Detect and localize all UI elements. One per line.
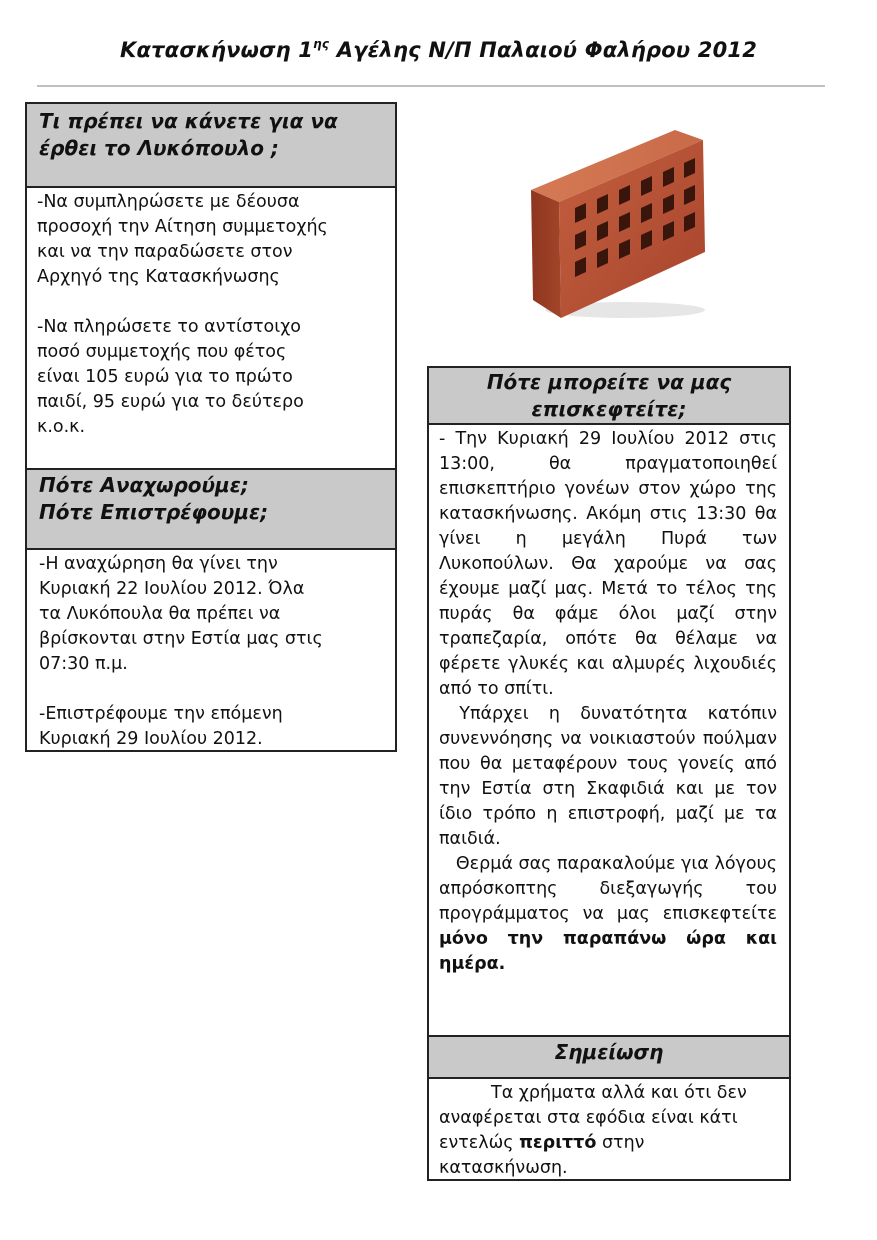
section-body-note bbox=[429, 1079, 789, 1181]
section-heading-what-to-do bbox=[27, 104, 395, 188]
text-line: τα Λυκόπουλα θα πρέπει να bbox=[39, 604, 281, 624]
paragraph-bus-transport: Υπάρχει η δυνατότητα κατόπιν συνεννόησης να νοικιαστούν πούλμαν που θα μεταφέρουν τους γονείς από την Εστία στη Σκαφιδιά και με τον ίδιο τρόπο η επιστροφή, μαζί με τα παιδιά. bbox=[439, 704, 783, 849]
heading-line: επισκεφτείτε; bbox=[531, 397, 687, 421]
request-text: Θερμά σας παρακαλούμε για λόγους απρόσκοπτης διεξαγωγής του προγράμματος να μας επισκεφτείτε bbox=[439, 854, 783, 924]
text-line: Κυριακή 29 Ιουλίου 2012. bbox=[39, 729, 263, 749]
text-line: κ.ο.κ. bbox=[37, 417, 86, 437]
section-heading-note bbox=[429, 1037, 789, 1079]
title-superscript: ης bbox=[313, 37, 330, 51]
section-body-what-to-do bbox=[27, 188, 395, 470]
title-before: Κατασκήνωση 1 bbox=[119, 38, 314, 62]
note-text: Τα χρήματα αλλά και ότι δεν αναφέρεται στα εφόδια είναι κάτι εντελώς bbox=[439, 1083, 747, 1153]
paragraph-departure bbox=[39, 552, 385, 677]
text-line: είναι 105 ευρώ για το πρώτο bbox=[37, 367, 293, 387]
paragraph-payment bbox=[37, 315, 385, 440]
paragraph-visiting-request bbox=[439, 852, 784, 977]
title-after: Αγέλης Ν/Π Παλαιού Φαλήρου 2012 bbox=[329, 38, 758, 62]
text-line: -Να πληρώσετε το αντίστοιχο bbox=[37, 317, 302, 337]
paragraph-return bbox=[39, 702, 385, 752]
text-line: Κυριακή 22 Ιουλίου 2012. Όλα bbox=[39, 579, 305, 599]
heading-line: έρθει το Λυκόπουλο ; bbox=[39, 136, 279, 160]
text-line: 07:30 π.μ. bbox=[39, 654, 128, 674]
brick-icon bbox=[525, 122, 715, 322]
text-line: -Επιστρέφουμε την επόμενη bbox=[39, 704, 283, 724]
text-line: -Να συμπληρώσετε με δέουσα bbox=[37, 192, 300, 212]
text-line: και να την παραδώσετε στον bbox=[37, 242, 293, 262]
text-line: βρίσκονται στην Εστία μας στις bbox=[39, 629, 323, 649]
paragraph-visiting-day: - Την Κυριακή 29 Ιουλίου 2012 στις 13:00, θα πραγματοποιηθεί επισκεπτήριο γονέων στον χώρο της κατασκήνωσης. Ακόμη στις 13:30 θα γίνει η μεγάλη Πυρά των Λυκοπούλων. Θα χαρούμε να σας έχουμε μαζί μας. Μετά το τέλος της πυράς θα φάμε όλοι μαζί στην τραπεζαρία, οπότε θα θέλαμε να φέρετε γλυκές και αλμυρές λιχουδιές από το σπίτι. bbox=[439, 429, 777, 699]
heading-line: Σημείωση bbox=[554, 1040, 664, 1064]
right-info-box bbox=[427, 366, 791, 1181]
heading-line: Πότε Αναχωρούμε; bbox=[39, 473, 249, 497]
paragraph-application bbox=[37, 190, 385, 290]
heading-line: Τι πρέπει να κάνετε για να bbox=[39, 109, 338, 133]
text-line: -Η αναχώρηση θα γίνει την bbox=[39, 554, 278, 574]
paragraph-note bbox=[439, 1081, 777, 1181]
request-bold-text: μόνο την παραπάνω ώρα και ημέρα. bbox=[439, 929, 784, 974]
note-text-end: στην κατασκήνωση. bbox=[439, 1133, 645, 1178]
left-info-box bbox=[25, 102, 397, 752]
page-title bbox=[0, 37, 877, 62]
section-heading-departure-return bbox=[27, 470, 395, 550]
text-line: ποσό συμμετοχής που φέτος bbox=[37, 342, 287, 362]
note-bold-text: περιττό bbox=[519, 1133, 597, 1153]
section-heading-visiting bbox=[429, 368, 789, 425]
heading-line: Πότε Επιστρέφουμε; bbox=[39, 500, 269, 524]
heading-line: Πότε μπορείτε να μας bbox=[486, 370, 732, 394]
header-divider bbox=[37, 85, 825, 87]
text-line: παιδί, 95 ευρώ για το δεύτερο bbox=[37, 392, 304, 412]
text-line: Αρχηγό της Κατασκήνωσης bbox=[37, 267, 280, 287]
section-body-visiting bbox=[429, 425, 789, 1037]
section-body-departure-return bbox=[27, 550, 395, 752]
text-line: προσοχή την Αίτηση συμμετοχής bbox=[37, 217, 328, 237]
